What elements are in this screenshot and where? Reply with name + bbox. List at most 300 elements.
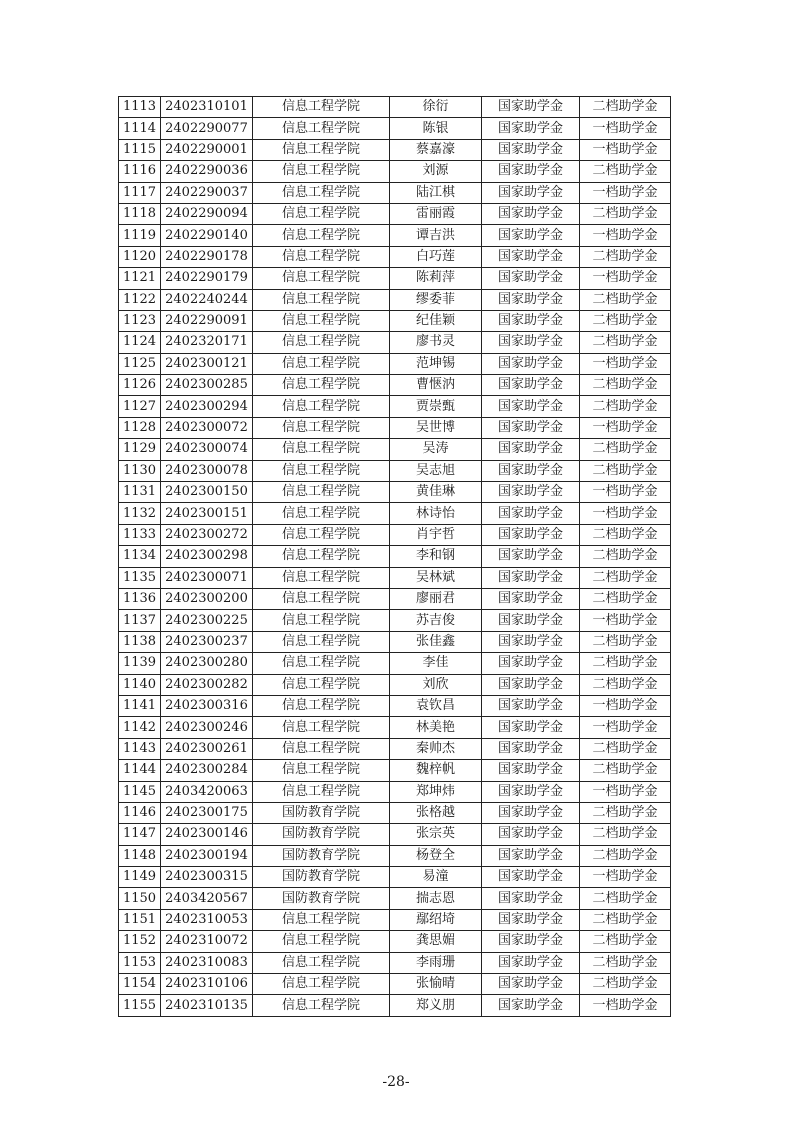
grant-level-cell: 二档助学金 <box>580 738 671 759</box>
grant-type-cell: 国家助学金 <box>482 952 580 973</box>
student-id-cell: 2402300237 <box>161 631 253 652</box>
row-number-cell: 1124 <box>119 332 161 353</box>
grant-type-cell: 国家助学金 <box>482 717 580 738</box>
table-row <box>119 653 671 674</box>
college-name-cell: 信息工程学院 <box>253 909 390 930</box>
college-name-cell: 信息工程学院 <box>253 161 390 182</box>
college-name-cell: 信息工程学院 <box>253 289 390 310</box>
grant-level-cell: 一档助学金 <box>580 225 671 246</box>
table-row <box>119 931 671 952</box>
student-id-cell: 2402290094 <box>161 203 253 224</box>
grant-level-cell: 二档助学金 <box>580 203 671 224</box>
college-name-cell: 信息工程学院 <box>253 588 390 609</box>
student-id-cell: 2402300071 <box>161 567 253 588</box>
table-row <box>119 995 671 1016</box>
student-name-cell: 刘源 <box>390 161 482 182</box>
row-number-cell: 1155 <box>119 995 161 1016</box>
student-id-cell: 2402300078 <box>161 460 253 481</box>
college-name-cell: 信息工程学院 <box>253 781 390 802</box>
grant-level-cell: 一档助学金 <box>580 182 671 203</box>
grant-type-cell: 国家助学金 <box>482 353 580 374</box>
row-number-cell: 1140 <box>119 674 161 695</box>
row-number-cell: 1143 <box>119 738 161 759</box>
student-name-cell: 张格越 <box>390 802 482 823</box>
row-number-cell: 1117 <box>119 182 161 203</box>
student-id-cell: 2402290179 <box>161 268 253 289</box>
college-name-cell: 信息工程学院 <box>253 182 390 203</box>
table-row <box>119 845 671 866</box>
student-id-cell: 2402300194 <box>161 845 253 866</box>
student-id-cell: 2402300200 <box>161 588 253 609</box>
row-number-cell: 1153 <box>119 952 161 973</box>
table-row <box>119 375 671 396</box>
grant-type-cell: 国家助学金 <box>482 161 580 182</box>
grant-level-cell: 二档助学金 <box>580 246 671 267</box>
grant-level-cell: 一档助学金 <box>580 417 671 438</box>
grant-level-cell: 二档助学金 <box>580 631 671 652</box>
student-name-cell: 李佳 <box>390 653 482 674</box>
student-name-cell: 贾崇甄 <box>390 396 482 417</box>
student-name-cell: 缪委菲 <box>390 289 482 310</box>
student-id-cell: 2402300150 <box>161 482 253 503</box>
table-row <box>119 268 671 289</box>
grant-list-table <box>118 96 671 1017</box>
student-name-cell: 纪佳颖 <box>390 310 482 331</box>
grant-level-cell: 二档助学金 <box>580 546 671 567</box>
table-row <box>119 460 671 481</box>
grant-level-cell: 二档助学金 <box>580 952 671 973</box>
college-name-cell: 国防教育学院 <box>253 867 390 888</box>
student-id-cell: 2402300282 <box>161 674 253 695</box>
student-id-cell: 2402300151 <box>161 503 253 524</box>
college-name-cell: 信息工程学院 <box>253 524 390 545</box>
student-name-cell: 鄢绍埼 <box>390 909 482 930</box>
student-id-cell: 2402310083 <box>161 952 253 973</box>
student-name-cell: 李和钢 <box>390 546 482 567</box>
table-row <box>119 439 671 460</box>
student-name-cell: 吴志旭 <box>390 460 482 481</box>
college-name-cell: 信息工程学院 <box>253 503 390 524</box>
grant-type-cell: 国家助学金 <box>482 909 580 930</box>
college-name-cell: 信息工程学院 <box>253 974 390 995</box>
grant-type-cell: 国家助学金 <box>482 375 580 396</box>
table-body <box>119 97 671 1017</box>
grant-type-cell: 国家助学金 <box>482 781 580 802</box>
grant-level-cell: 二档助学金 <box>580 439 671 460</box>
table-row <box>119 332 671 353</box>
college-name-cell: 信息工程学院 <box>253 653 390 674</box>
grant-type-cell: 国家助学金 <box>482 439 580 460</box>
row-number-cell: 1128 <box>119 417 161 438</box>
grant-type-cell: 国家助学金 <box>482 310 580 331</box>
grant-type-cell: 国家助学金 <box>482 824 580 845</box>
grant-level-cell: 一档助学金 <box>580 995 671 1016</box>
grant-type-cell: 国家助学金 <box>482 246 580 267</box>
grant-type-cell: 国家助学金 <box>482 588 580 609</box>
college-name-cell: 信息工程学院 <box>253 610 390 631</box>
student-name-cell: 廖丽君 <box>390 588 482 609</box>
college-name-cell: 信息工程学院 <box>253 268 390 289</box>
row-number-cell: 1148 <box>119 845 161 866</box>
table-row <box>119 674 671 695</box>
table-row <box>119 631 671 652</box>
row-number-cell: 1125 <box>119 353 161 374</box>
student-name-cell: 魏梓帆 <box>390 760 482 781</box>
student-name-cell: 刘欣 <box>390 674 482 695</box>
grant-type-cell: 国家助学金 <box>482 653 580 674</box>
college-name-cell: 信息工程学院 <box>253 246 390 267</box>
table-row <box>119 738 671 759</box>
row-number-cell: 1150 <box>119 888 161 909</box>
grant-level-cell: 二档助学金 <box>580 97 671 118</box>
student-name-cell: 张宗英 <box>390 824 482 845</box>
row-number-cell: 1115 <box>119 139 161 160</box>
table-row <box>119 717 671 738</box>
table-row <box>119 952 671 973</box>
grant-type-cell: 国家助学金 <box>482 268 580 289</box>
grant-level-cell: 二档助学金 <box>580 931 671 952</box>
student-id-cell: 2402290037 <box>161 182 253 203</box>
grant-level-cell: 一档助学金 <box>580 482 671 503</box>
grant-level-cell: 二档助学金 <box>580 332 671 353</box>
student-name-cell: 廖书灵 <box>390 332 482 353</box>
grant-level-cell: 二档助学金 <box>580 653 671 674</box>
student-id-cell: 2402300074 <box>161 439 253 460</box>
student-id-cell: 2402310106 <box>161 974 253 995</box>
table-row <box>119 888 671 909</box>
row-number-cell: 1151 <box>119 909 161 930</box>
grant-type-cell: 国家助学金 <box>482 567 580 588</box>
student-name-cell: 秦帅杰 <box>390 738 482 759</box>
college-name-cell: 信息工程学院 <box>253 952 390 973</box>
student-name-cell: 易潼 <box>390 867 482 888</box>
grant-type-cell: 国家助学金 <box>482 845 580 866</box>
row-number-cell: 1133 <box>119 524 161 545</box>
grant-level-cell: 一档助学金 <box>580 781 671 802</box>
row-number-cell: 1137 <box>119 610 161 631</box>
grant-type-cell: 国家助学金 <box>482 182 580 203</box>
table-row <box>119 225 671 246</box>
row-number-cell: 1132 <box>119 503 161 524</box>
student-name-cell: 白巧莲 <box>390 246 482 267</box>
student-name-cell: 曹惬汭 <box>390 375 482 396</box>
table-row <box>119 567 671 588</box>
student-name-cell: 杨登全 <box>390 845 482 866</box>
student-id-cell: 2402300225 <box>161 610 253 631</box>
student-id-cell: 2402300316 <box>161 695 253 716</box>
college-name-cell: 信息工程学院 <box>253 717 390 738</box>
grant-type-cell: 国家助学金 <box>482 867 580 888</box>
student-name-cell: 吴林斌 <box>390 567 482 588</box>
table-row <box>119 310 671 331</box>
grant-type-cell: 国家助学金 <box>482 631 580 652</box>
row-number-cell: 1122 <box>119 289 161 310</box>
grant-level-cell: 二档助学金 <box>580 802 671 823</box>
table-row <box>119 524 671 545</box>
grant-level-cell: 一档助学金 <box>580 610 671 631</box>
row-number-cell: 1135 <box>119 567 161 588</box>
row-number-cell: 1154 <box>119 974 161 995</box>
student-name-cell: 袁钦昌 <box>390 695 482 716</box>
student-name-cell: 揣志恩 <box>390 888 482 909</box>
student-name-cell: 吴世博 <box>390 417 482 438</box>
row-number-cell: 1113 <box>119 97 161 118</box>
college-name-cell: 信息工程学院 <box>253 760 390 781</box>
grant-level-cell: 二档助学金 <box>580 567 671 588</box>
student-name-cell: 张佳鑫 <box>390 631 482 652</box>
table-row <box>119 546 671 567</box>
grant-type-cell: 国家助学金 <box>482 417 580 438</box>
college-name-cell: 信息工程学院 <box>253 417 390 438</box>
student-id-cell: 2402300280 <box>161 653 253 674</box>
row-number-cell: 1121 <box>119 268 161 289</box>
student-name-cell: 黄佳琳 <box>390 482 482 503</box>
table-row <box>119 909 671 930</box>
grant-type-cell: 国家助学金 <box>482 503 580 524</box>
grant-level-cell: 二档助学金 <box>580 909 671 930</box>
student-id-cell: 2403420567 <box>161 888 253 909</box>
student-name-cell: 郑坤炜 <box>390 781 482 802</box>
grant-type-cell: 国家助学金 <box>482 695 580 716</box>
table-row <box>119 417 671 438</box>
row-number-cell: 1146 <box>119 802 161 823</box>
student-id-cell: 2402300072 <box>161 417 253 438</box>
college-name-cell: 信息工程学院 <box>253 439 390 460</box>
student-id-cell: 2402300315 <box>161 867 253 888</box>
student-id-cell: 2402300284 <box>161 760 253 781</box>
college-name-cell: 信息工程学院 <box>253 203 390 224</box>
grant-type-cell: 国家助学金 <box>482 332 580 353</box>
student-name-cell: 谭吉洪 <box>390 225 482 246</box>
student-id-cell: 2402310072 <box>161 931 253 952</box>
college-name-cell: 信息工程学院 <box>253 97 390 118</box>
college-name-cell: 信息工程学院 <box>253 567 390 588</box>
student-id-cell: 2403420063 <box>161 781 253 802</box>
grant-type-cell: 国家助学金 <box>482 118 580 139</box>
grant-level-cell: 一档助学金 <box>580 268 671 289</box>
grant-level-cell: 二档助学金 <box>580 524 671 545</box>
row-number-cell: 1130 <box>119 460 161 481</box>
row-number-cell: 1127 <box>119 396 161 417</box>
grant-level-cell: 一档助学金 <box>580 867 671 888</box>
grant-level-cell: 二档助学金 <box>580 588 671 609</box>
table-row <box>119 203 671 224</box>
row-number-cell: 1120 <box>119 246 161 267</box>
grant-level-cell: 二档助学金 <box>580 974 671 995</box>
student-id-cell: 2402310053 <box>161 909 253 930</box>
college-name-cell: 信息工程学院 <box>253 118 390 139</box>
grant-level-cell: 二档助学金 <box>580 396 671 417</box>
table-row <box>119 289 671 310</box>
row-number-cell: 1129 <box>119 439 161 460</box>
student-id-cell: 2402310135 <box>161 995 253 1016</box>
grant-type-cell: 国家助学金 <box>482 97 580 118</box>
grant-type-cell: 国家助学金 <box>482 482 580 503</box>
student-id-cell: 2402300261 <box>161 738 253 759</box>
student-id-cell: 2402290178 <box>161 246 253 267</box>
college-name-cell: 信息工程学院 <box>253 995 390 1016</box>
student-name-cell: 蔡嘉濠 <box>390 139 482 160</box>
student-name-cell: 苏吉俊 <box>390 610 482 631</box>
grant-type-cell: 国家助学金 <box>482 139 580 160</box>
row-number-cell: 1149 <box>119 867 161 888</box>
student-name-cell: 张愉晴 <box>390 974 482 995</box>
student-id-cell: 2402300121 <box>161 353 253 374</box>
row-number-cell: 1114 <box>119 118 161 139</box>
grant-level-cell: 二档助学金 <box>580 674 671 695</box>
student-name-cell: 陈银 <box>390 118 482 139</box>
student-name-cell: 陈莉萍 <box>390 268 482 289</box>
row-number-cell: 1145 <box>119 781 161 802</box>
grant-level-cell: 一档助学金 <box>580 717 671 738</box>
grant-type-cell: 国家助学金 <box>482 225 580 246</box>
grant-level-cell: 二档助学金 <box>580 289 671 310</box>
table-row <box>119 867 671 888</box>
grant-type-cell: 国家助学金 <box>482 738 580 759</box>
grant-level-cell: 二档助学金 <box>580 310 671 331</box>
college-name-cell: 信息工程学院 <box>253 396 390 417</box>
row-number-cell: 1119 <box>119 225 161 246</box>
college-name-cell: 信息工程学院 <box>253 695 390 716</box>
college-name-cell: 信息工程学院 <box>253 375 390 396</box>
table-row <box>119 246 671 267</box>
grant-level-cell: 一档助学金 <box>580 695 671 716</box>
table-row <box>119 781 671 802</box>
table-row <box>119 97 671 118</box>
college-name-cell: 信息工程学院 <box>253 139 390 160</box>
table-row <box>119 396 671 417</box>
student-name-cell: 范坤锡 <box>390 353 482 374</box>
student-id-cell: 2402290036 <box>161 161 253 182</box>
grant-type-cell: 国家助学金 <box>482 289 580 310</box>
grant-level-cell: 一档助学金 <box>580 353 671 374</box>
student-name-cell: 陆江棋 <box>390 182 482 203</box>
grant-level-cell: 二档助学金 <box>580 760 671 781</box>
grant-level-cell: 一档助学金 <box>580 118 671 139</box>
student-name-cell: 龚思媚 <box>390 931 482 952</box>
table-row <box>119 974 671 995</box>
grant-type-cell: 国家助学金 <box>482 460 580 481</box>
row-number-cell: 1152 <box>119 931 161 952</box>
college-name-cell: 国防教育学院 <box>253 802 390 823</box>
grant-type-cell: 国家助学金 <box>482 203 580 224</box>
student-id-cell: 2402240244 <box>161 289 253 310</box>
page-number: -28- <box>382 1074 410 1090</box>
table-row <box>119 182 671 203</box>
student-name-cell: 郑义朋 <box>390 995 482 1016</box>
grant-level-cell: 二档助学金 <box>580 888 671 909</box>
college-name-cell: 信息工程学院 <box>253 460 390 481</box>
student-id-cell: 2402300294 <box>161 396 253 417</box>
student-id-cell: 2402300146 <box>161 824 253 845</box>
grant-type-cell: 国家助学金 <box>482 931 580 952</box>
college-name-cell: 信息工程学院 <box>253 674 390 695</box>
row-number-cell: 1116 <box>119 161 161 182</box>
table-row <box>119 118 671 139</box>
grant-type-cell: 国家助学金 <box>482 674 580 695</box>
student-id-cell: 2402300175 <box>161 802 253 823</box>
row-number-cell: 1118 <box>119 203 161 224</box>
student-id-cell: 2402310101 <box>161 97 253 118</box>
grant-type-cell: 国家助学金 <box>482 610 580 631</box>
row-number-cell: 1144 <box>119 760 161 781</box>
grant-level-cell: 一档助学金 <box>580 139 671 160</box>
row-number-cell: 1131 <box>119 482 161 503</box>
table-row <box>119 588 671 609</box>
student-name-cell: 雷丽霞 <box>390 203 482 224</box>
college-name-cell: 信息工程学院 <box>253 353 390 374</box>
college-name-cell: 信息工程学院 <box>253 546 390 567</box>
college-name-cell: 国防教育学院 <box>253 845 390 866</box>
student-name-cell: 林诗怡 <box>390 503 482 524</box>
grant-level-cell: 二档助学金 <box>580 161 671 182</box>
grant-type-cell: 国家助学金 <box>482 802 580 823</box>
college-name-cell: 信息工程学院 <box>253 482 390 503</box>
table-row <box>119 482 671 503</box>
college-name-cell: 信息工程学院 <box>253 738 390 759</box>
table-row <box>119 802 671 823</box>
college-name-cell: 信息工程学院 <box>253 225 390 246</box>
student-id-cell: 2402300298 <box>161 546 253 567</box>
college-name-cell: 信息工程学院 <box>253 931 390 952</box>
college-name-cell: 信息工程学院 <box>253 332 390 353</box>
row-number-cell: 1147 <box>119 824 161 845</box>
student-id-cell: 2402320171 <box>161 332 253 353</box>
grant-type-cell: 国家助学金 <box>482 546 580 567</box>
grant-type-cell: 国家助学金 <box>482 974 580 995</box>
grant-level-cell: 二档助学金 <box>580 824 671 845</box>
row-number-cell: 1138 <box>119 631 161 652</box>
grant-type-cell: 国家助学金 <box>482 995 580 1016</box>
student-id-cell: 2402290001 <box>161 139 253 160</box>
student-name-cell: 肖宇哲 <box>390 524 482 545</box>
table-row <box>119 610 671 631</box>
college-name-cell: 信息工程学院 <box>253 631 390 652</box>
row-number-cell: 1126 <box>119 375 161 396</box>
row-number-cell: 1123 <box>119 310 161 331</box>
table-row <box>119 695 671 716</box>
table-row <box>119 503 671 524</box>
row-number-cell: 1136 <box>119 588 161 609</box>
student-id-cell: 2402300285 <box>161 375 253 396</box>
grant-type-cell: 国家助学金 <box>482 760 580 781</box>
grant-type-cell: 国家助学金 <box>482 888 580 909</box>
grant-level-cell: 二档助学金 <box>580 845 671 866</box>
row-number-cell: 1139 <box>119 653 161 674</box>
grant-type-cell: 国家助学金 <box>482 524 580 545</box>
grant-level-cell: 二档助学金 <box>580 375 671 396</box>
student-id-cell: 2402290091 <box>161 310 253 331</box>
row-number-cell: 1142 <box>119 717 161 738</box>
student-id-cell: 2402290140 <box>161 225 253 246</box>
college-name-cell: 国防教育学院 <box>253 888 390 909</box>
grant-level-cell: 二档助学金 <box>580 460 671 481</box>
table-row <box>119 353 671 374</box>
student-name-cell: 林美艳 <box>390 717 482 738</box>
college-name-cell: 国防教育学院 <box>253 824 390 845</box>
row-number-cell: 1134 <box>119 546 161 567</box>
student-name-cell: 徐衍 <box>390 97 482 118</box>
student-name-cell: 吴涛 <box>390 439 482 460</box>
student-id-cell: 2402300246 <box>161 717 253 738</box>
grant-type-cell: 国家助学金 <box>482 396 580 417</box>
table-row <box>119 760 671 781</box>
college-name-cell: 信息工程学院 <box>253 310 390 331</box>
row-number-cell: 1141 <box>119 695 161 716</box>
grant-level-cell: 一档助学金 <box>580 503 671 524</box>
table-row <box>119 139 671 160</box>
table-row <box>119 824 671 845</box>
